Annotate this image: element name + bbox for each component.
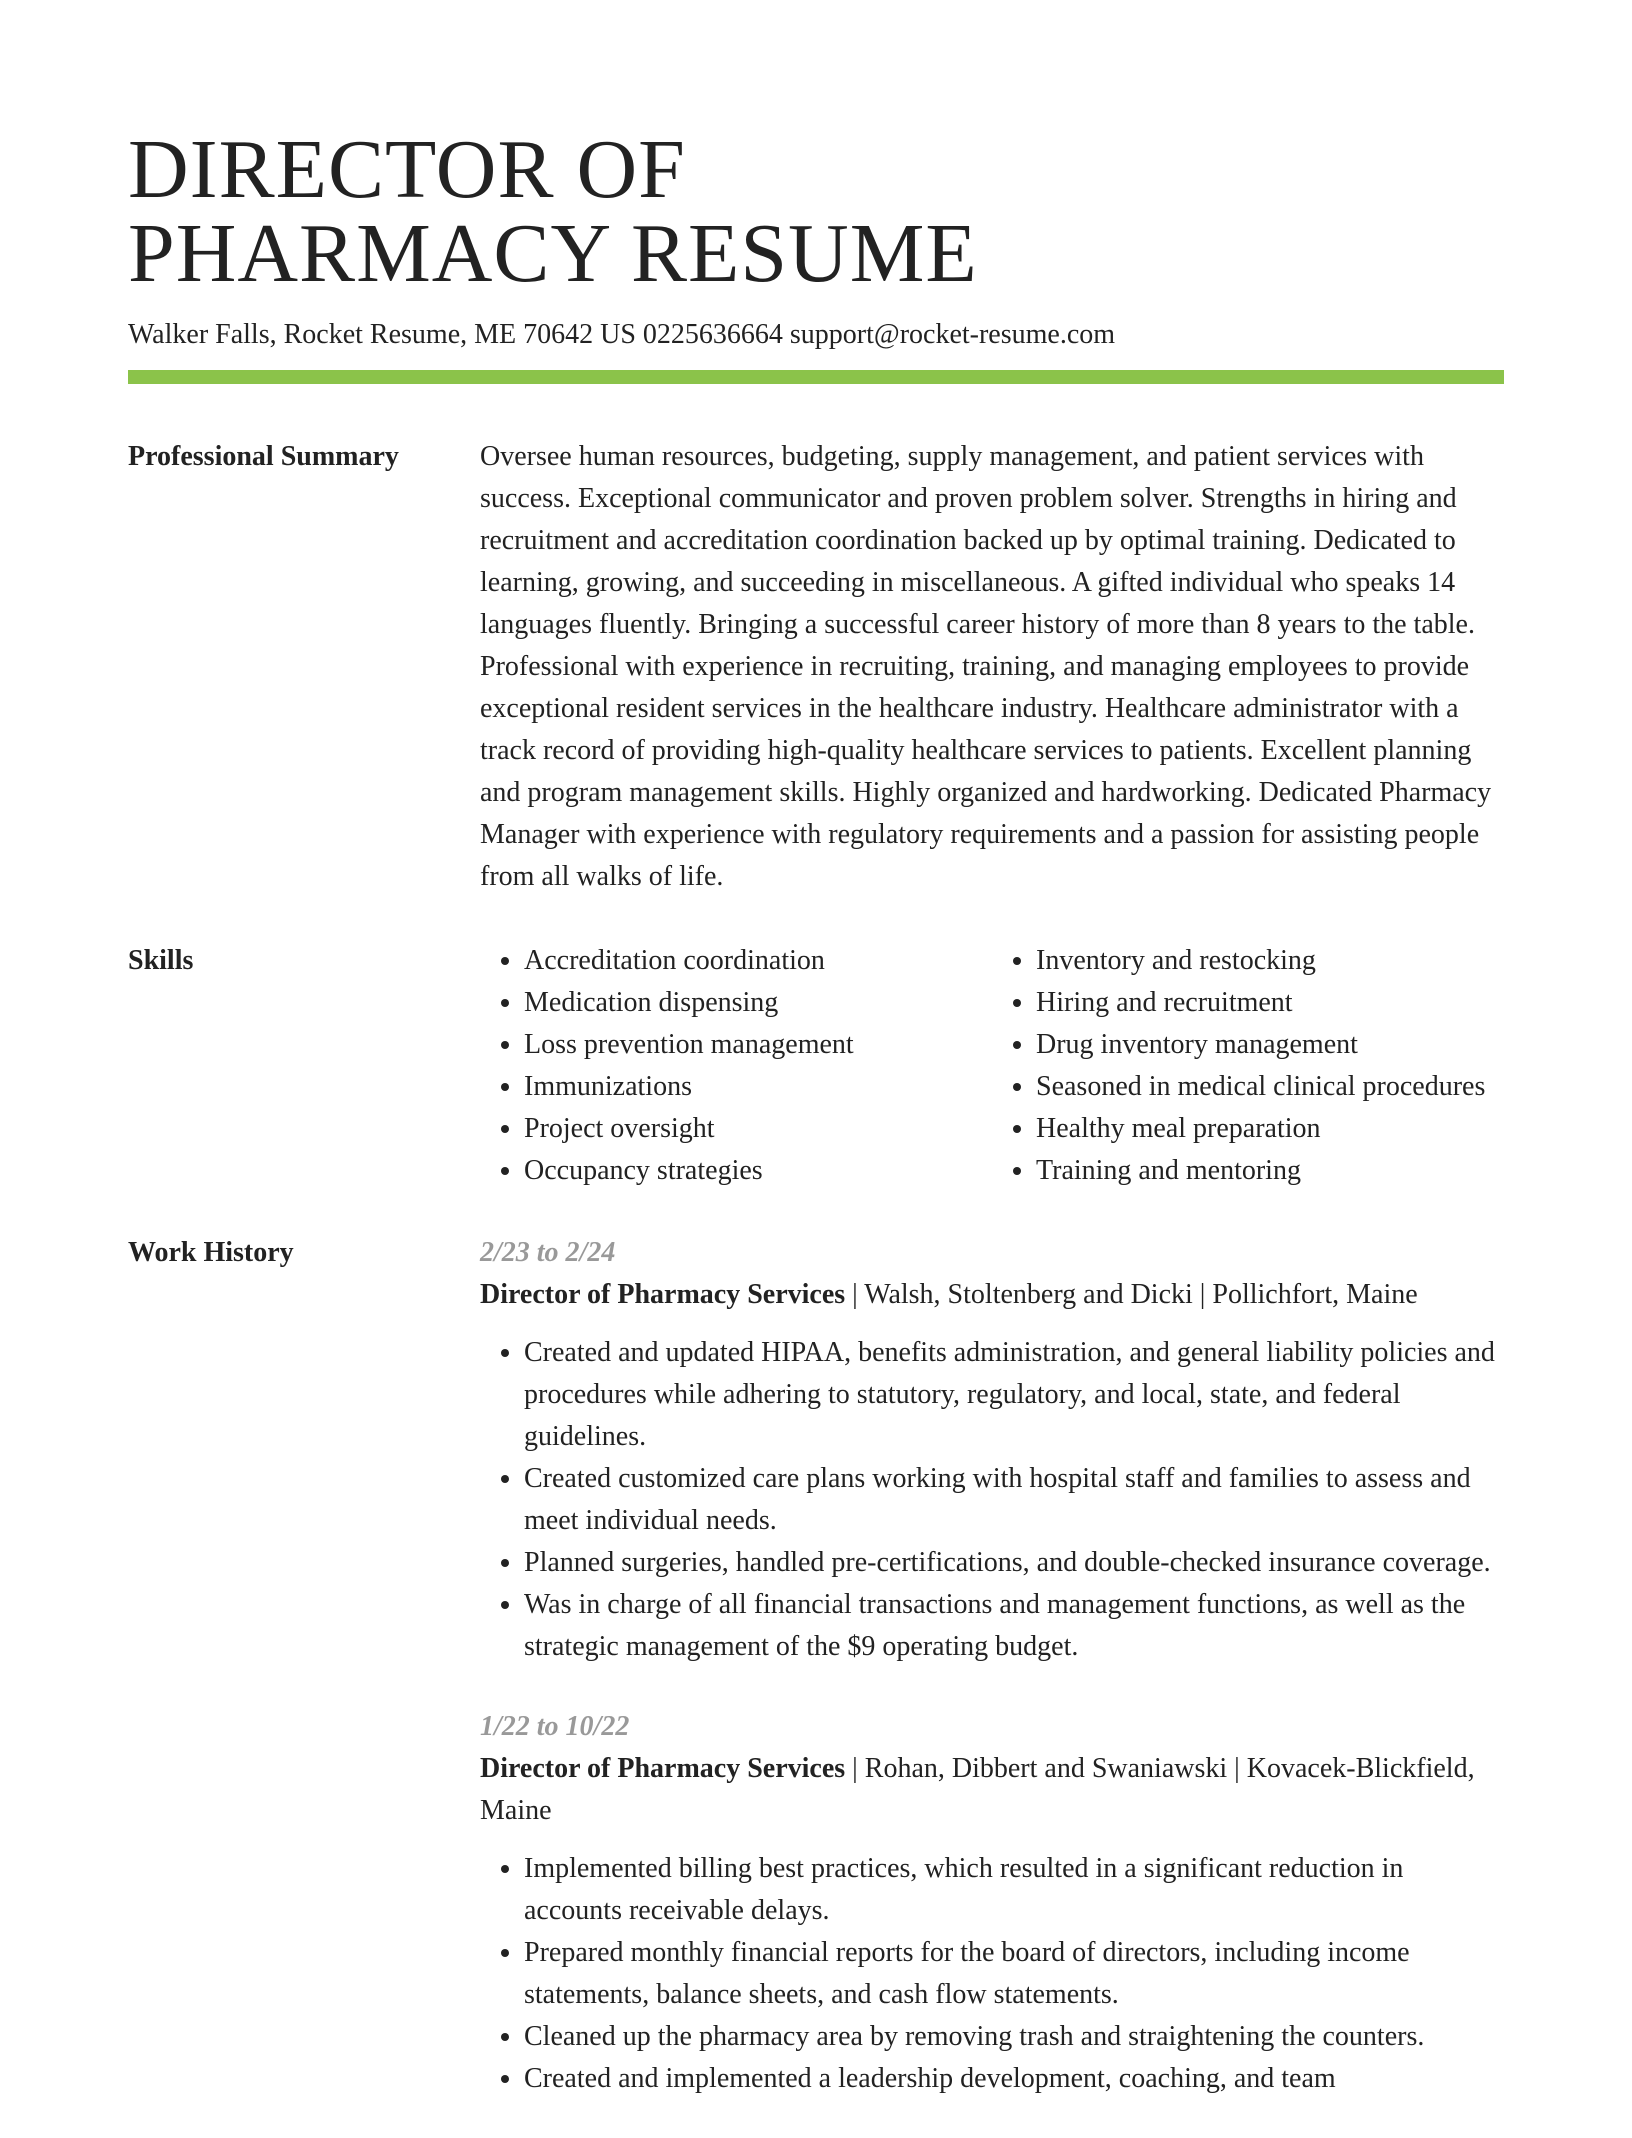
skill-item: • Project oversight xyxy=(524,1108,992,1150)
job-title: Director of Pharmacy Services xyxy=(480,1753,846,1784)
skill-item: • Medication dispensing xyxy=(524,982,992,1024)
job-title: Director of Pharmacy Services xyxy=(480,1279,846,1310)
contact-line: Walker Falls, Rocket Resume, ME 70642 US 0225636664 support@rocket-resume.com xyxy=(128,319,1116,350)
job-bullet: • Was in charge of all financial transactions and management functions, as well as the strategic management of the $9 operating budget. xyxy=(524,1584,1504,1668)
job-bullet: • Created and implemented a leadership development, coaching, and team xyxy=(524,2058,1504,2100)
job-header xyxy=(480,1748,1504,1832)
skill-item: • Hiring and recruitment xyxy=(1036,982,1504,1024)
skills-grid xyxy=(480,940,1504,1192)
job-bullet: • Implemented billing best practices, which resulted in a significant reduction in accounts receivable delays. xyxy=(524,1848,1504,1932)
job-bullet: • Created and updated HIPAA, benefits administration, and general liability policies and procedures while adhering to statutory, regulatory, and local, state, and federal guidelines. xyxy=(524,1332,1504,1458)
job-bullet: • Cleaned up the pharmacy area by removing trash and straightening the counters. xyxy=(524,2016,1504,2058)
title-line-1: DIRECTOR OF xyxy=(128,123,686,216)
job-entry xyxy=(480,1232,1504,1668)
summary-body xyxy=(480,436,1504,898)
summary-text: Oversee human resources, budgeting, supply management, and patient services with success. Exceptional communicator and proven problem solver. Strengths in hiring and recruitment and accreditation coordination backed up by optimal training. Dedicated to learning, growing, and succeeding in miscellaneous. A gifted individual who speaks 14 languages fluently. Bringing a successful career history of more than 8 years to the table. Professional with experience in recruiting, training, and managing employees to provide exceptional resident services in the healthcare industry. Healthcare administrator with a track record of providing high-quality healthcare services to patients. Excellent planning and program management skills. Highly organized and hardworking. Dedicated Pharmacy Manager with experience with regulatory requirements and a passion for assisting people from all walks of life. xyxy=(480,441,1492,892)
skills-column-right xyxy=(992,940,1504,1192)
skills-column-left xyxy=(480,940,992,1192)
job-employer-location: | Rohan, Dibbert and Swaniawski | Kovacek-Blickfield, Maine xyxy=(480,1753,1475,1826)
accent-divider xyxy=(128,370,1504,384)
page-title xyxy=(128,123,1504,300)
job-bullet: • Created customized care plans working with hospital staff and families to assess and meet individual needs. xyxy=(524,1458,1504,1542)
work-history-section xyxy=(128,1232,1504,2138)
skill-item: • Healthy meal preparation xyxy=(1036,1108,1504,1150)
job-bullet: • Prepared monthly financial reports for the board of directors, including income statements, balance sheets, and cash flow statements. xyxy=(524,1932,1504,2016)
job-dates: 1/22 to 10/22 xyxy=(480,1711,630,1742)
resume-page xyxy=(128,123,1504,2138)
title-line-2: PHARMACY RESUME xyxy=(128,207,978,300)
job-bullets xyxy=(480,1332,1504,1668)
work-history-body xyxy=(480,1232,1504,2138)
skill-item: • Training and mentoring xyxy=(1036,1150,1504,1192)
skill-item: • Occupancy strategies xyxy=(524,1150,992,1192)
skills-heading: Skills xyxy=(128,945,194,976)
job-dates: 2/23 to 2/24 xyxy=(480,1237,616,1268)
job-bullets xyxy=(480,1848,1504,2100)
skill-item: • Immunizations xyxy=(524,1066,992,1108)
job-employer-location: | Walsh, Stoltenberg and Dicki | Pollichfort, Maine xyxy=(845,1279,1418,1310)
job-bullet: • Planned surgeries, handled pre-certifications, and double-checked insurance coverage. xyxy=(524,1542,1504,1584)
skill-item: • Inventory and restocking xyxy=(1036,940,1504,982)
skill-item: • Drug inventory management xyxy=(1036,1024,1504,1066)
skill-item: • Seasoned in medical clinical procedures xyxy=(1036,1066,1504,1108)
job-header xyxy=(480,1274,1504,1316)
skills-section xyxy=(128,940,1504,1192)
job-entry xyxy=(480,1706,1504,2100)
work-history-heading: Work History xyxy=(128,1237,294,1268)
summary-heading: Professional Summary xyxy=(128,441,399,472)
skill-item: • Loss prevention management xyxy=(524,1024,992,1066)
skill-item: • Accreditation coordination xyxy=(524,940,992,982)
summary-section xyxy=(128,436,1504,898)
